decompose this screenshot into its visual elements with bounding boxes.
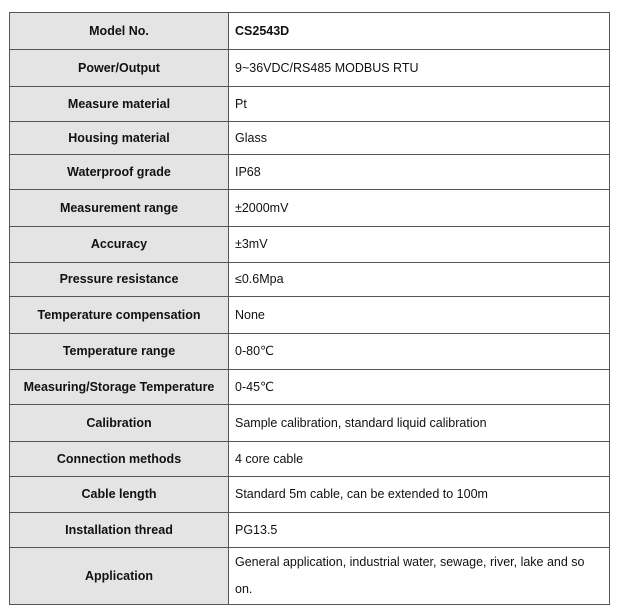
spec-label-cable-length: Cable length: [10, 477, 229, 513]
table-row: [10, 50, 610, 87]
spec-value-calibration: Sample calibration, standard liquid calibration: [229, 405, 610, 442]
spec-label-application: Application: [10, 548, 229, 605]
spec-label-waterproof-grade: Waterproof grade: [10, 155, 229, 190]
spec-value-power-output: 9~36VDC/RS485 MODBUS RTU: [229, 50, 610, 87]
spec-label-temperature-range: Temperature range: [10, 334, 229, 370]
specification-table: [9, 12, 610, 605]
spec-value-application: General application, industrial water, sewage, river, lake and so on.: [229, 548, 610, 605]
table-row: [10, 513, 610, 548]
spec-value-installation-thread: PG13.5: [229, 513, 610, 548]
spec-value-connection-methods: 4 core cable: [229, 442, 610, 477]
spec-label-power-output: Power/Output: [10, 50, 229, 87]
spec-value-pressure-resistance: ≤0.6Mpa: [229, 263, 610, 297]
table-row: [10, 405, 610, 442]
spec-label-pressure-resistance: Pressure resistance: [10, 263, 229, 297]
table-row: [10, 370, 610, 405]
table-row: [10, 155, 610, 190]
table-row: [10, 442, 610, 477]
spec-value-housing-material: Glass: [229, 122, 610, 155]
table-row: [10, 190, 610, 227]
spec-value-accuracy: ±3mV: [229, 227, 610, 263]
spec-value-waterproof-grade: IP68: [229, 155, 610, 190]
table-row: [10, 87, 610, 122]
table-row: [10, 13, 610, 50]
spec-value-measuring-storage-temperature: 0-45℃: [229, 370, 610, 405]
spec-label-housing-material: Housing material: [10, 122, 229, 155]
spec-label-model-no: Model No.: [10, 13, 229, 50]
spec-value-measure-material: Pt: [229, 87, 610, 122]
spec-value-temperature-compensation: None: [229, 297, 610, 334]
spec-label-connection-methods: Connection methods: [10, 442, 229, 477]
spec-label-measurement-range: Measurement range: [10, 190, 229, 227]
spec-label-accuracy: Accuracy: [10, 227, 229, 263]
spec-label-temperature-compensation: Temperature compensation: [10, 297, 229, 334]
spec-label-measuring-storage-temperature: Measuring/Storage Temperature: [10, 370, 229, 405]
spec-value-temperature-range: 0-80℃: [229, 334, 610, 370]
spec-value-model-no: CS2543D: [229, 13, 610, 50]
spec-value-cable-length: Standard 5m cable, can be extended to 100m: [229, 477, 610, 513]
table-row: [10, 548, 610, 605]
spec-value-measurement-range: ±2000mV: [229, 190, 610, 227]
table-row: [10, 297, 610, 334]
table-row: [10, 122, 610, 155]
table-row: [10, 263, 610, 297]
table-row: [10, 334, 610, 370]
table-row: [10, 477, 610, 513]
table-row: [10, 227, 610, 263]
spec-label-installation-thread: Installation thread: [10, 513, 229, 548]
spec-label-measure-material: Measure material: [10, 87, 229, 122]
spec-label-calibration: Calibration: [10, 405, 229, 442]
